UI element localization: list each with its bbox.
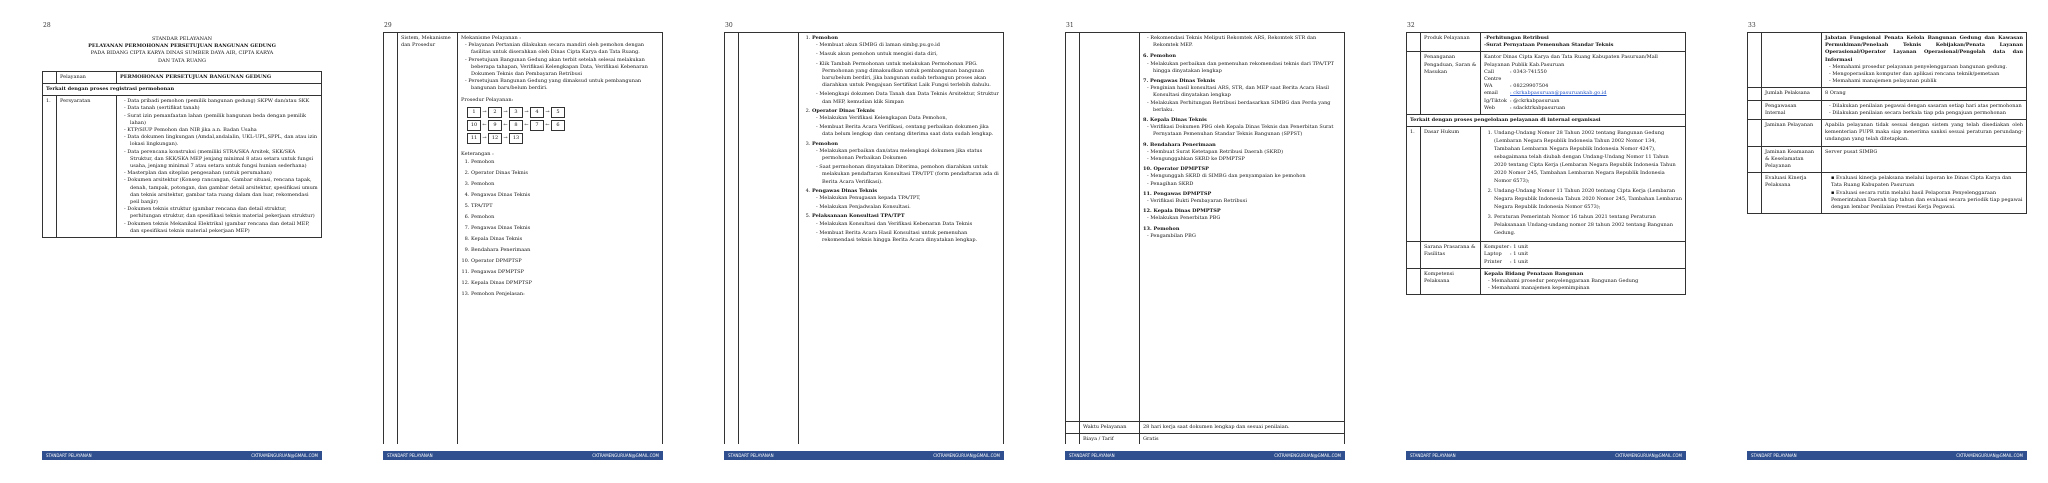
legend-item: 2. Operator Dinas Teknis — [471, 169, 659, 178]
footer-right: CKTRAMENGURUAN@GMAIL.COM — [251, 453, 318, 458]
page-number: 31 — [1066, 22, 1074, 29]
flow-step-box: 9 — [488, 120, 502, 131]
competence-title: Kepala Bidang Penataan Bangunan — [1484, 270, 1584, 277]
step-title: Operator DPMPTSP — [1153, 166, 1209, 173]
flow-step-box: 1 — [467, 107, 481, 118]
step-items — [812, 115, 1000, 139]
mechanism-item: - Persetujuan Bangunan Gedung akan terbit setelah selesai melakukan beberapa tahapan, Verifikasi Kelengkapan Data, Verifikasi Kebenaran Dokumen Teknis dan Pembayaran Retribusi — [471, 57, 659, 79]
step-title: 4. Pengawas Dinas Teknis — [812, 187, 878, 194]
standard-table — [383, 32, 663, 444]
standard-table — [1406, 32, 1686, 295]
arrow-right-icon: → — [482, 134, 487, 141]
arrow-right-icon: → — [545, 108, 550, 115]
standard-table — [1747, 32, 2027, 214]
requirement-item: - Dokumen teknis Mekanikal Elektrikal (gambar rencana dan detail MEP, dan spesifikasi teknis material pekerjaan MEP) — [130, 221, 318, 235]
page-footer — [1747, 451, 2027, 460]
standard-table — [724, 32, 1004, 444]
table-row — [1407, 127, 1685, 242]
step-items — [1143, 85, 1341, 114]
row-label: Jaminan Pelayanan — [1762, 120, 1822, 146]
contact-row — [1484, 90, 1682, 97]
requirement-item: - Dokumen arsitektur (Konsep rancangan, Gambar situasi, rencana tapak, denah, tampak, potongan, dan gambar detail arsitektur, spesifikasi umum dan teknis arsitektur, gambar tata ruang dalam dan luar, rekomendasi peil banjir) — [130, 177, 318, 206]
competence-item: - Memahami manajemen pelayanan publik — [1835, 78, 2023, 85]
row-value: Apabila pelayanan tidak sesuai dengan sistem yang telah disediakan oleh kementerian PUPR maka siap menerima sanksi sesuai peraturan perundang-undangan yang telah ditetapkan. — [1825, 122, 2023, 143]
requirement-item: - Data perencana konstruksi (memiliki STRA/SKA Arsitek, SKK/SKA Struktur, dan SKK/SKA MEP jenjang minimal 8 atau setara untuk fungsi usaha, jenjang minimal 7 atau setara untuk fungsi hunian sederhana) — [130, 149, 318, 171]
row-label: Penanganan Pengaduan, Saran & Masukan — [1421, 52, 1481, 114]
step-item: - Penagihan SKRD — [1153, 181, 1341, 188]
procedure-step — [1143, 191, 1341, 205]
arrow-left-icon: ← — [503, 121, 508, 128]
row-number: 1. — [43, 96, 57, 237]
section-heading: Terkait dengan proses pengelolaan pelayanan di internal organisasi — [1407, 115, 1685, 127]
flow-step-box: 3 — [509, 107, 523, 118]
contact-row — [1484, 105, 1682, 112]
facility-count: : 1 unit — [1510, 258, 1529, 265]
table-row — [43, 72, 321, 84]
legend-title: Keterangan : — [461, 150, 494, 157]
standard-table — [1065, 32, 1345, 444]
legend-item: 3. Pemohon — [471, 180, 659, 189]
step-heading — [1143, 226, 1341, 233]
arrow-right-icon: → — [524, 108, 529, 115]
procedure-step — [1143, 142, 1341, 164]
step-items — [1143, 233, 1341, 240]
legend-item: 4. Pengawas Dinas Teknis — [471, 191, 659, 200]
contact-value: : sdacktrkabpasuruan — [1510, 104, 1566, 111]
step-title: 2. Operator Dinas Teknis — [812, 107, 875, 114]
step-item: - Membuat Surat Ketetapan Retribusi Daerah (SKRD) — [1153, 149, 1341, 156]
row-value — [1481, 242, 1685, 268]
evaluation-item: ▪ Evaluasi secara rutin melalui hasil Pelaporan Penyelenggaraan Pemerintahan Daerah tiap tahun dan evaluasi secara periodik tiap pegawai dengan lembar Penilaian Prestasi Kerja Pegawai. — [1831, 190, 2023, 212]
standard-table — [42, 71, 322, 238]
step-heading — [1143, 166, 1341, 173]
row-value — [458, 33, 662, 444]
competence-item: - Memahami manajemen kepemimpinan — [1494, 285, 1682, 292]
procedure-step — [1143, 226, 1341, 240]
facility-name: Printer — [1484, 258, 1502, 265]
step-items — [1143, 198, 1341, 205]
row-value: 28 hari kerja saat dokumen lengkap dan sesuai penilaian. — [1143, 423, 1290, 430]
legend-item: 7. Pengawas Dinas Teknis — [471, 224, 659, 233]
row-value — [1481, 33, 1685, 51]
row-label: Evaluasi Kinerja Pelaksana — [1762, 173, 1822, 213]
row-value: 8 Orang — [1825, 90, 1846, 97]
row-label: Pengawasan Internal — [1762, 101, 1822, 119]
flow-step-box: 11 — [467, 133, 481, 144]
legal-basis-item: 1. Undang-Undang Nomor 28 Tahun 2002 tentang Bangunan Gedung (Lembaran Negara Republik Indonesia Tahun 2002 Nomor 134, Tambahan Lembaran Negara Republik Indonesia Nomor 4247), sebagaimana telah diubah dengan Undang-Undang Nomor 11 Tahun 2020 tentang Cipta Kerja (Lembaran Negara Republik Indonesia Tahun 2020 Nomor 245, Tambahan Lembaran Negara Republik Indonesia Nomor 6573); — [1494, 129, 1682, 185]
step-title: Pemohon — [1153, 225, 1180, 232]
procedure-step — [1143, 117, 1341, 139]
procedure-step — [1143, 53, 1341, 75]
facility-row — [1484, 259, 1682, 266]
doc-subtitle-line-3: DAN TATA RUANG — [157, 57, 207, 64]
legend-item: 9. Bendahara Penerimaan — [471, 246, 659, 255]
arrow-left-icon: ← — [524, 121, 529, 128]
facility-count: : 1 unit — [1510, 251, 1529, 258]
page-footer — [1406, 451, 1686, 460]
table-row — [1748, 147, 2026, 174]
flow-step-box: 10 — [467, 120, 481, 131]
table-row — [1407, 33, 1685, 52]
doc-subtitle: PELAYANAN PERMOHONAN PERSETUJUAN BANGUNAN GEDUNG — [88, 43, 276, 50]
row-value — [799, 33, 1003, 444]
step-title: 5. Pelaksanaan Konsultasi TPA/TPT — [812, 213, 905, 220]
requirement-item: - Masterplan dan siteplan pengesahan (untuk perumahan) — [130, 170, 318, 177]
row-label: Sistem, Mekanisme dan Prosedur — [398, 33, 458, 444]
step-item: - Melakukan Penugasan kepada TPA/TPT, — [822, 195, 1000, 202]
footer-left: STANDART PELAYANAN — [728, 453, 774, 458]
page-footer — [724, 451, 1004, 460]
step-item: - Membuat Berita Acara Verifikasi, centang perbaikan dokumen jika data belum lengkap dan centang diterima saat data sudah lengkap. — [822, 124, 1000, 138]
footer-left: STANDART PELAYANAN — [1069, 453, 1115, 458]
step-items — [1143, 61, 1341, 75]
step-item: - Melakukan Perhitungan Retribusi berdasarkan SIMBG dan Perda yang berlaku. — [1153, 100, 1341, 114]
step-item: - Penginian hasil konsultasi ARS, STR, dan MEP saat Berita Acara Hasil Konsultasi dinyatakan lengkap — [1153, 85, 1341, 99]
mechanism-title: Mekanisme Pelayanan : — [461, 35, 521, 41]
job-title: Jabatan Fungsional Penata Kelola Bangunan Gedung dan Kawasan Permukiman/Penelaah Teknis Kebijakan/Penata Layanan Operasional/Operator Layanan Operasional/Pengolah data dan Informasi — [1825, 35, 2023, 63]
arrow-left-icon: ← — [482, 121, 487, 128]
row-label: Biaya / Tarif — [1080, 434, 1140, 444]
row-value — [1481, 269, 1685, 295]
step-item: - Melakukan perbaikan dan/atau melengkapi dokumen jika status permohonan Perbaikan Dokumen — [822, 148, 1000, 162]
step-items — [812, 42, 1000, 106]
facility-name: Laptop — [1484, 251, 1502, 258]
flow-step-box: 12 — [488, 133, 502, 144]
row-value — [1481, 127, 1685, 241]
step-number: 12. — [1143, 208, 1152, 215]
step-item: - Melakukan Konsultasi dan Verifikasi Kebenaran Data Teknis — [822, 221, 1000, 228]
row-value — [117, 96, 321, 237]
document-page-33 — [1743, 18, 2031, 460]
footer-right: CKTRAMENGURUAN@GMAIL.COM — [1615, 453, 1682, 458]
page-number: 29 — [384, 22, 392, 29]
step-item: - Verifikasi Dokumen PBG oleh Kepala Dinas Teknis dan Penerbitan Surat Pernyataan Pemenuhan Standar Teknis Bangunan (SPPST) — [1153, 124, 1341, 138]
step-number: 6. — [1143, 53, 1149, 60]
procedure-step — [812, 35, 1000, 106]
step-heading — [1143, 53, 1341, 60]
table-row — [1066, 434, 1344, 444]
footer-right: CKTRAMENGURUAN@GMAIL.COM — [1274, 453, 1341, 458]
row-value — [1481, 52, 1685, 114]
evaluation-item: ▪ Evaluasi kinerja pelaksana melalui laporan ke Dinas Cipta Karya dan Tata Ruang Kabupaten Pasuruan — [1831, 175, 2023, 189]
contact-value: : @ckrkabpasuruan — [1510, 97, 1560, 104]
page-number: 33 — [1748, 22, 1756, 29]
table-row — [725, 33, 1003, 444]
step-heading — [1143, 208, 1341, 215]
contact-row — [1484, 98, 1682, 105]
step-title: Pemohon — [1149, 53, 1177, 60]
step-number: 7. — [1143, 78, 1149, 85]
facility-count: : 1 unit — [1510, 244, 1529, 251]
section-heading: Terkait dengan proses registrasi permohonan — [43, 84, 321, 96]
row-label: Kompetensi Pelaksana — [1421, 269, 1481, 295]
step-item: - Melakukan Penjadwalan Konsultasi. — [822, 204, 1000, 211]
step-title: Kepala Dinas DPMPTSP — [1153, 208, 1221, 215]
step-heading — [1143, 78, 1341, 85]
row-label: Sarana Prasarana & Fasilitas — [1421, 242, 1481, 268]
footer-left: STANDART PELAYANAN — [1751, 453, 1797, 458]
step-item: - Rekomendasi Teknis Meliputi Rekomtek ARS, Rekomtek STR dan Rekomtek MEP. — [1153, 35, 1341, 49]
step-number: 13. — [1143, 225, 1152, 232]
product-item: -Perhitungan Retribusi — [1484, 35, 1549, 41]
contact-value: : ckrkabpasuruan@pasuruankab.go.id — [1510, 90, 1607, 97]
flow-step-box: 13 — [509, 133, 523, 144]
doc-subtitle-line-2: PADA BIDANG CIPTA KARYA DINAS SUMBER DAYA AIR, CIPTA KARYA — [90, 50, 274, 57]
row-value — [1822, 173, 2026, 213]
row-value — [1822, 33, 2026, 87]
arrow-right-icon: → — [482, 108, 487, 115]
requirement-item: - Surat izin pemanfaatan lahan (pemilik bangunan beda dengan pemilik lahan) — [130, 113, 318, 127]
arrow-left-icon: ← — [545, 121, 550, 128]
flow-step-box: 7 — [530, 120, 544, 131]
footer-right: CKTRAMENGURUAN@GMAIL.COM — [1956, 453, 2023, 458]
page-footer — [383, 451, 663, 460]
step-items — [812, 221, 1000, 245]
flow-step-box: 8 — [509, 120, 523, 131]
contact-value: : 08229907504 — [1510, 83, 1549, 90]
legend-item: 12. Kepala Dinas DPMPTSP — [471, 279, 659, 288]
step-item: - Melakukan Penerbitan PBG — [1153, 215, 1341, 222]
footer-left: STANDART PELAYANAN — [387, 453, 433, 458]
complaint-address: Kantor Dinas Cipta Karya dan Tata Ruang Kabupaten Pasuruan/Mall Pelayanan Publik Kab.Pasuruan — [1484, 54, 1658, 68]
step-item: - Membuat akun SIMBG di laman simbg.pu.go.id — [822, 42, 1000, 49]
procedure-step — [812, 141, 1000, 186]
row-label: Pelayanan — [57, 72, 117, 83]
contact-value: : 0343-741550 — [1510, 68, 1547, 75]
mechanism-item: - Pelayanan Pertanian dilakukan secara mandiri oleh pemohon dengan fasilitas untuk diserahkan oleh Dinas Cipta Karya dan Tata Ruang. — [471, 42, 659, 56]
row-value — [1822, 101, 2026, 119]
contact-key: Ig/Tiktok — [1484, 97, 1507, 104]
row-value: Server pusat SIMBG — [1825, 148, 1878, 155]
table-row — [1748, 33, 2026, 88]
step-number: 11. — [1143, 190, 1152, 197]
document-page-31 — [1061, 18, 1349, 460]
arrow-right-icon: → — [503, 134, 508, 141]
step-item: - Melakukan perbaikan dan pemenuhan rekomendasi teknis dari TPA/TPT hingga dinyatakan lengkap — [1153, 61, 1341, 75]
facility-row — [1484, 244, 1682, 251]
flow-step-box: 6 — [551, 120, 565, 131]
step-title: 1. Pemohon — [812, 35, 839, 41]
row-label: Dasar Hukum — [1421, 127, 1481, 241]
flow-step-box: 5 — [551, 107, 565, 118]
step-item: - Melakukan Verifikasi Kelengkapan Data Pemohon, — [822, 115, 1000, 122]
step-item: - Verifikasi Bukti Pembayaran Retribusi — [1153, 198, 1341, 205]
legend-item: 5. TPA/TPT — [471, 202, 659, 211]
procedure-step — [1143, 166, 1341, 188]
document-page-29 — [379, 18, 667, 460]
table-row — [43, 96, 321, 237]
legal-basis-item: 2. Undang-Undang Nomor 11 Tahun 2020 tentang Cipta Kerja (Lembaran Negara Republik Indonesia Tahun 2020 Nomor 245, Tambahan Lembaran Negara Republik Indonesia Nomor 6573); — [1494, 187, 1682, 211]
step-number: 10. — [1143, 166, 1152, 173]
row-label: Produk Pelayanan — [1421, 33, 1481, 51]
row-label: Persyaratan — [57, 96, 117, 237]
table-row — [1748, 120, 2026, 147]
step-item: - Klik Tambah Permohonan untuk melakukan Permohonan PBG. Permohonan yang dimaksudkan untuk pembangunan bangunan baru/belum berdiri, jika bangunan sudah terbangun proses akan diarahkan untuk Pengajuan Sertifikat Laik Fungsi terlebih dahulu. — [822, 61, 1000, 90]
step-items — [1143, 149, 1341, 163]
contact-key: WA — [1484, 83, 1493, 90]
legend-item: 1. Pemohon — [471, 158, 659, 167]
legend-item: 11. Pengawas DPMPTSP — [471, 268, 659, 277]
contact-row — [1484, 69, 1682, 83]
step-number: 8. — [1143, 117, 1149, 124]
step-item: - Melengkapi dokumen Data Tanah dan Data Teknis Arsitektur, Struktur dan MEP, kemudian klik Simpan — [822, 91, 1000, 105]
row-value — [1140, 33, 1344, 421]
procedure-step — [812, 213, 1000, 244]
step-items — [1143, 215, 1341, 222]
contact-key: email — [1484, 90, 1498, 97]
supervision-item: - Dilakukan penilaian secara berkala tiap pda pengajuan permohonan — [1835, 110, 2023, 117]
table-row — [1066, 422, 1344, 434]
step-title: Kepala Dinas Teknis — [1149, 117, 1207, 124]
requirement-item: - KTP/SIUP Pemohon dan NIB jika a.n. Badan Usaha — [130, 127, 318, 134]
row-value: PERMOHONAN PERSETUJUAN BANGUNAN GEDUNG — [120, 73, 272, 80]
product-item: -Surat Pernyataan Pemenuhan Standar Teknis — [1484, 42, 1614, 49]
table-row — [1748, 88, 2026, 100]
step-item: - Mengunggah SKRD di SIMBG dan penyampaian ke pemohon — [1153, 173, 1341, 180]
flow-diagram — [467, 106, 659, 145]
step-item: - Membuat Berita Acara Hasil Konsultasi untuk pemenuhan rekomendasi teknis hingga Berita Acara dinyatakan lengkap. — [822, 230, 1000, 244]
step-items — [812, 148, 1000, 186]
step-item: - Masuk akun pemohon untuk mengisi data diri, — [822, 51, 1000, 58]
step-items — [1143, 124, 1341, 138]
table-row — [1748, 101, 2026, 120]
step-item: - Mengunggahkan SKRD ke DPMPTSP — [1153, 156, 1341, 163]
legend-item: 13. Pemohon Penjelasan: — [471, 290, 659, 299]
page-footer — [42, 451, 322, 460]
step-title: 3. Pemohon — [812, 140, 839, 147]
doc-title: STANDAR PELAYANAN — [151, 36, 213, 42]
arrow-right-icon: → — [503, 108, 508, 115]
facility-row — [1484, 251, 1682, 258]
footer-left: STANDART PELAYANAN — [46, 453, 92, 458]
table-row — [1407, 52, 1685, 115]
contact-key: Call Centre — [1484, 68, 1502, 83]
table-row — [1748, 173, 2026, 213]
step-items — [1143, 173, 1341, 187]
table-row — [384, 33, 662, 444]
row-number: 1. — [1407, 127, 1421, 241]
procedure-step — [1143, 208, 1341, 222]
competence-item: - Memahami prosedur penyelenggaraan Bangunan Gedung — [1494, 278, 1682, 285]
legal-basis-item: 3. Peraturan Pemerintah Nomor 16 tahun 2021 tentang Peraturan Pelaksanaan Undang-undang nomor 28 tahun 2002 tentang Bangunan Gedung. — [1494, 213, 1682, 237]
step-items — [812, 195, 1000, 211]
competence-item: - Mengoperasikan komputer dan aplikasi rencana teknik/pemetaan — [1835, 71, 2023, 78]
page-number: 32 — [1407, 22, 1415, 29]
row-value: Gratis — [1143, 435, 1159, 442]
competence-item: - Memahami prosedur pelayanan penyelenggaraan bangunan gedung. — [1835, 64, 2023, 71]
row-label: Jaminan Keamanan & Keselamatan Pelayanan — [1762, 147, 1822, 173]
step-heading — [1143, 117, 1341, 124]
mechanism-item: - Persetujuan Bangunan Gedung yang dimaksud untuk pembangunan bangunan baru/belum berdiri. — [471, 78, 659, 92]
table-row — [1066, 33, 1344, 422]
step-title: Bendahara Penerimaan — [1149, 141, 1216, 148]
requirement-item: - Data tanah (sertifikat tanah) — [130, 105, 318, 112]
row-label: Waktu Pelayanan — [1080, 422, 1140, 433]
contact-key: Web — [1484, 104, 1495, 111]
step-item: - Saat permohonan dinyatakan Diterima, pemohon diarahkan untuk melakukan pendaftaran Konsultasi TPA/TPT (form pendaftaran ada di Berita Acara Verifikasi). — [822, 164, 1000, 186]
flow-step-box: 4 — [530, 107, 544, 118]
step-heading — [1143, 191, 1341, 198]
footer-left: STANDART PELAYANAN — [1410, 453, 1456, 458]
requirement-item: - Dokumen teknis struktur (gambar rencana dan detail struktur, perhitungan struktur, dan spesifikasi teknis material pekerjaan struktur) — [130, 206, 318, 220]
legend-item: 10. Operator DPMPTSP — [471, 257, 659, 266]
step-title: Pengawas DPMPTSP — [1153, 190, 1212, 197]
document-page-28 — [38, 18, 326, 460]
row-label: Jumlah Pelaksana — [1762, 88, 1822, 99]
step-heading — [1143, 142, 1341, 149]
legend-item: 8. Kepala Dinas Teknis — [471, 235, 659, 244]
supervision-item: - Dilakukan penilaian pegawai dengan sasaran setiap hari atas permohonan — [1835, 103, 2023, 110]
flow-step-box: 2 — [488, 107, 502, 118]
document-page-32 — [1402, 18, 1690, 460]
footer-right: CKTRAMENGURUAN@GMAIL.COM — [933, 453, 1000, 458]
requirement-item: - Data pribadi pemohon (pemilik bangunan gedung) SKPW dan/atau SKK — [130, 98, 318, 105]
facility-name: Komputer — [1484, 244, 1510, 251]
document-page-30 — [720, 18, 1008, 460]
page-number: 30 — [725, 22, 733, 29]
table-row — [1407, 269, 1685, 295]
footer-right: CKTRAMENGURUAN@GMAIL.COM — [592, 453, 659, 458]
procedure-title: Prosedur Pelayanan: — [461, 96, 514, 103]
procedure-step — [812, 188, 1000, 212]
procedure-step — [812, 108, 1000, 139]
step-number: 9. — [1143, 141, 1149, 148]
requirement-item: - Data dokumen lingkungan (Amdal,andalalin, UKL-UPL,SPPL, dan atau izin lokasi lingkungan). — [130, 134, 318, 148]
step-item: - Pengambilan PBG — [1153, 233, 1341, 240]
table-row — [1407, 242, 1685, 269]
step-title: Pengawas Dinas Teknis — [1149, 78, 1216, 85]
procedure-step — [1143, 78, 1341, 114]
page-number: 28 — [43, 22, 51, 29]
page-footer — [1065, 451, 1345, 460]
legend-item: 6. Pemohon — [471, 213, 659, 222]
